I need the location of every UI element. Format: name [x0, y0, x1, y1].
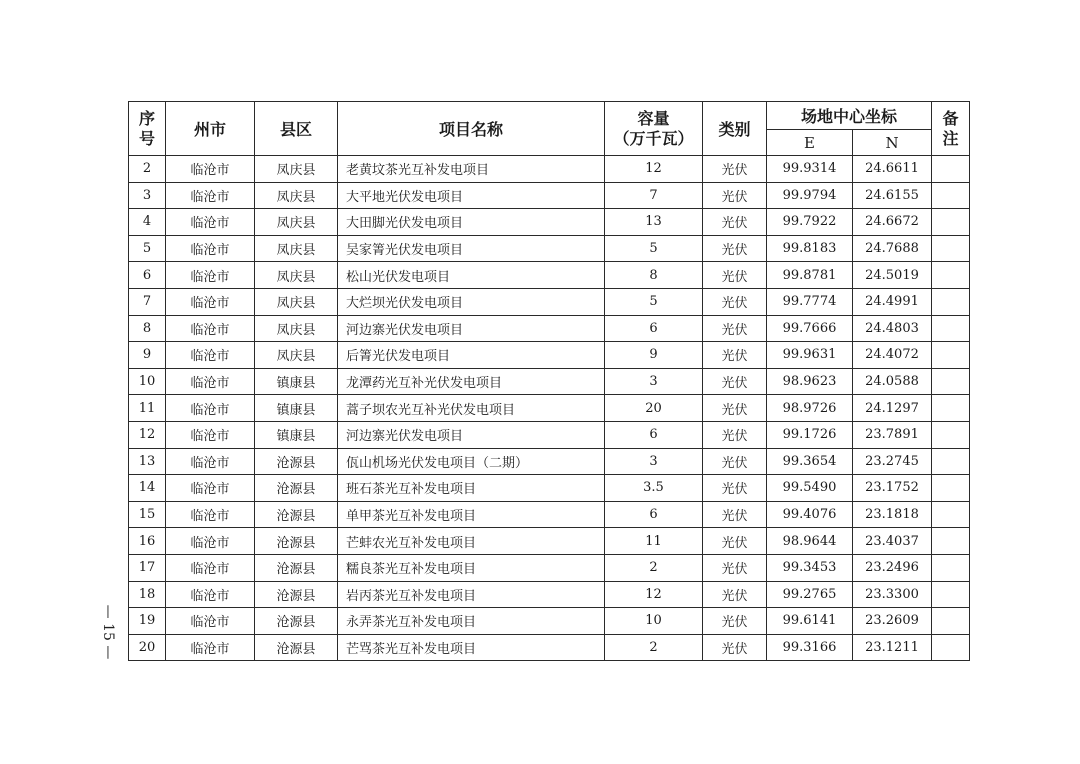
cell-n: 24.6611 — [853, 156, 932, 183]
cell-n: 24.7688 — [853, 235, 932, 262]
cell-n: 24.4803 — [853, 315, 932, 342]
cell-prefecture: 临沧市 — [166, 209, 255, 236]
cell-project: 芒蚌农光互补发电项目 — [338, 528, 605, 555]
header-latitude-n: N — [853, 130, 932, 156]
header-county: 县区 — [255, 102, 338, 156]
cell-capacity: 2 — [605, 554, 703, 581]
cell-capacity: 7 — [605, 182, 703, 209]
table-row — [129, 608, 970, 635]
cell-county: 沧源县 — [255, 554, 338, 581]
cell-n: 24.0588 — [853, 368, 932, 395]
cell-project: 河边寨光伏发电项目 — [338, 315, 605, 342]
cell-e: 99.8781 — [767, 262, 853, 289]
header-category: 类别 — [703, 102, 767, 156]
cell-e: 99.7666 — [767, 315, 853, 342]
cell-e: 99.6141 — [767, 608, 853, 635]
header-prefecture: 州市 — [166, 102, 255, 156]
cell-prefecture: 临沧市 — [166, 156, 255, 183]
cell-prefecture: 临沧市 — [166, 288, 255, 315]
cell-remark — [932, 501, 970, 528]
cell-seq: 20 — [129, 634, 166, 661]
cell-seq: 12 — [129, 421, 166, 448]
cell-county: 沧源县 — [255, 528, 338, 555]
project-table — [128, 101, 970, 661]
cell-capacity: 3 — [605, 448, 703, 475]
cell-n: 23.2496 — [853, 554, 932, 581]
cell-prefecture: 临沧市 — [166, 262, 255, 289]
cell-n: 23.1752 — [853, 475, 932, 502]
cell-county: 沧源县 — [255, 634, 338, 661]
cell-seq: 14 — [129, 475, 166, 502]
cell-prefecture: 临沧市 — [166, 475, 255, 502]
cell-project: 大烂坝光伏发电项目 — [338, 288, 605, 315]
cell-project: 芒骂茶光互补发电项目 — [338, 634, 605, 661]
table-row — [129, 475, 970, 502]
cell-seq: 13 — [129, 448, 166, 475]
cell-capacity: 10 — [605, 608, 703, 635]
page-number — [97, 596, 119, 668]
cell-remark — [932, 368, 970, 395]
cell-remark — [932, 235, 970, 262]
table-row — [129, 315, 970, 342]
cell-project: 永弄茶光互补发电项目 — [338, 608, 605, 635]
table-row — [129, 448, 970, 475]
table-row — [129, 209, 970, 236]
cell-county: 沧源县 — [255, 448, 338, 475]
cell-category: 光伏 — [703, 262, 767, 289]
cell-capacity: 11 — [605, 528, 703, 555]
cell-capacity: 12 — [605, 581, 703, 608]
cell-seq: 9 — [129, 342, 166, 369]
cell-n: 24.1297 — [853, 395, 932, 422]
cell-county: 凤庆县 — [255, 209, 338, 236]
cell-e: 99.3166 — [767, 634, 853, 661]
cell-category: 光伏 — [703, 315, 767, 342]
cell-prefecture: 临沧市 — [166, 608, 255, 635]
cell-seq: 11 — [129, 395, 166, 422]
cell-e: 99.7922 — [767, 209, 853, 236]
cell-e: 99.9794 — [767, 182, 853, 209]
cell-remark — [932, 634, 970, 661]
cell-remark — [932, 315, 970, 342]
cell-capacity: 9 — [605, 342, 703, 369]
cell-capacity: 13 — [605, 209, 703, 236]
cell-prefecture: 临沧市 — [166, 368, 255, 395]
cell-capacity: 5 — [605, 288, 703, 315]
table-row — [129, 262, 970, 289]
cell-county: 镇康县 — [255, 395, 338, 422]
cell-category: 光伏 — [703, 528, 767, 555]
cell-county: 凤庆县 — [255, 315, 338, 342]
cell-e: 99.3654 — [767, 448, 853, 475]
cell-county: 沧源县 — [255, 475, 338, 502]
table-row — [129, 421, 970, 448]
cell-seq: 19 — [129, 608, 166, 635]
cell-remark — [932, 156, 970, 183]
cell-prefecture: 临沧市 — [166, 315, 255, 342]
cell-remark — [932, 342, 970, 369]
cell-seq: 8 — [129, 315, 166, 342]
cell-e: 99.1726 — [767, 421, 853, 448]
header-longitude-e: E — [767, 130, 853, 156]
cell-capacity: 6 — [605, 315, 703, 342]
cell-project: 糯良茶光互补发电项目 — [338, 554, 605, 581]
cell-remark — [932, 421, 970, 448]
cell-prefecture: 临沧市 — [166, 395, 255, 422]
cell-n: 24.4991 — [853, 288, 932, 315]
cell-category: 光伏 — [703, 368, 767, 395]
cell-project: 佤山机场光伏发电项目（二期） — [338, 448, 605, 475]
cell-county: 沧源县 — [255, 501, 338, 528]
header-coordinates: 场地中心坐标 — [767, 102, 932, 130]
cell-capacity: 3 — [605, 368, 703, 395]
cell-remark — [932, 182, 970, 209]
header-remark: 备 注 — [932, 102, 970, 156]
cell-prefecture: 临沧市 — [166, 634, 255, 661]
cell-e: 98.9623 — [767, 368, 853, 395]
cell-county: 凤庆县 — [255, 262, 338, 289]
cell-project: 吴家箐光伏发电项目 — [338, 235, 605, 262]
cell-remark — [932, 608, 970, 635]
cell-e: 98.9644 — [767, 528, 853, 555]
cell-county: 凤庆县 — [255, 182, 338, 209]
cell-category: 光伏 — [703, 288, 767, 315]
cell-e: 99.4076 — [767, 501, 853, 528]
cell-e: 99.8183 — [767, 235, 853, 262]
cell-capacity: 12 — [605, 156, 703, 183]
cell-prefecture: 临沧市 — [166, 501, 255, 528]
cell-category: 光伏 — [703, 634, 767, 661]
cell-category: 光伏 — [703, 554, 767, 581]
cell-county: 沧源县 — [255, 608, 338, 635]
table-row — [129, 288, 970, 315]
cell-category: 光伏 — [703, 475, 767, 502]
cell-n: 23.7891 — [853, 421, 932, 448]
header-seq: 序 号 — [129, 102, 166, 156]
cell-project: 大田脚光伏发电项目 — [338, 209, 605, 236]
cell-e: 99.7774 — [767, 288, 853, 315]
cell-category: 光伏 — [703, 182, 767, 209]
cell-seq: 18 — [129, 581, 166, 608]
table-row — [129, 581, 970, 608]
cell-project: 老黄坟茶光互补发电项目 — [338, 156, 605, 183]
cell-n: 23.4037 — [853, 528, 932, 555]
cell-e: 99.5490 — [767, 475, 853, 502]
cell-prefecture: 临沧市 — [166, 448, 255, 475]
cell-remark — [932, 475, 970, 502]
cell-prefecture: 临沧市 — [166, 554, 255, 581]
cell-remark — [932, 262, 970, 289]
cell-county: 凤庆县 — [255, 342, 338, 369]
cell-remark — [932, 528, 970, 555]
cell-category: 光伏 — [703, 581, 767, 608]
cell-project: 班石茶光互补发电项目 — [338, 475, 605, 502]
cell-e: 99.2765 — [767, 581, 853, 608]
table-row — [129, 182, 970, 209]
cell-category: 光伏 — [703, 501, 767, 528]
cell-remark — [932, 448, 970, 475]
cell-n: 23.2609 — [853, 608, 932, 635]
table-row — [129, 554, 970, 581]
cell-project: 岩丙茶光互补发电项目 — [338, 581, 605, 608]
cell-prefecture: 临沧市 — [166, 342, 255, 369]
table-row — [129, 634, 970, 661]
cell-project: 龙潭药光互补光伏发电项目 — [338, 368, 605, 395]
cell-category: 光伏 — [703, 235, 767, 262]
page-number-text: — 15 — — [100, 604, 116, 660]
cell-project: 河边寨光伏发电项目 — [338, 421, 605, 448]
cell-e: 98.9726 — [767, 395, 853, 422]
cell-n: 23.1211 — [853, 634, 932, 661]
table-row — [129, 528, 970, 555]
cell-remark — [932, 554, 970, 581]
cell-prefecture: 临沧市 — [166, 581, 255, 608]
cell-category: 光伏 — [703, 448, 767, 475]
cell-capacity: 20 — [605, 395, 703, 422]
cell-county: 镇康县 — [255, 368, 338, 395]
cell-remark — [932, 395, 970, 422]
cell-e: 99.9631 — [767, 342, 853, 369]
cell-seq: 7 — [129, 288, 166, 315]
cell-seq: 5 — [129, 235, 166, 262]
cell-n: 23.2745 — [853, 448, 932, 475]
cell-capacity: 6 — [605, 501, 703, 528]
cell-category: 光伏 — [703, 342, 767, 369]
cell-project: 松山光伏发电项目 — [338, 262, 605, 289]
cell-n: 24.6672 — [853, 209, 932, 236]
cell-n: 23.1818 — [853, 501, 932, 528]
table-row — [129, 501, 970, 528]
cell-county: 沧源县 — [255, 581, 338, 608]
cell-seq: 3 — [129, 182, 166, 209]
cell-remark — [932, 581, 970, 608]
cell-county: 镇康县 — [255, 421, 338, 448]
cell-project: 大平地光伏发电项目 — [338, 182, 605, 209]
cell-seq: 6 — [129, 262, 166, 289]
cell-seq: 17 — [129, 554, 166, 581]
cell-category: 光伏 — [703, 421, 767, 448]
table-body — [129, 156, 970, 661]
cell-seq: 15 — [129, 501, 166, 528]
cell-n: 24.5019 — [853, 262, 932, 289]
cell-project: 单甲茶光互补发电项目 — [338, 501, 605, 528]
cell-n: 23.3300 — [853, 581, 932, 608]
cell-capacity: 8 — [605, 262, 703, 289]
cell-capacity: 5 — [605, 235, 703, 262]
cell-seq: 2 — [129, 156, 166, 183]
cell-category: 光伏 — [703, 156, 767, 183]
cell-e: 99.9314 — [767, 156, 853, 183]
cell-e: 99.3453 — [767, 554, 853, 581]
cell-county: 凤庆县 — [255, 288, 338, 315]
table-row — [129, 235, 970, 262]
table-row — [129, 156, 970, 183]
cell-seq: 16 — [129, 528, 166, 555]
cell-seq: 10 — [129, 368, 166, 395]
table-row — [129, 395, 970, 422]
cell-county: 凤庆县 — [255, 156, 338, 183]
cell-capacity: 2 — [605, 634, 703, 661]
cell-prefecture: 临沧市 — [166, 235, 255, 262]
cell-prefecture: 临沧市 — [166, 528, 255, 555]
table-row — [129, 368, 970, 395]
cell-county: 凤庆县 — [255, 235, 338, 262]
cell-category: 光伏 — [703, 209, 767, 236]
table-row — [129, 342, 970, 369]
cell-remark — [932, 209, 970, 236]
cell-seq: 4 — [129, 209, 166, 236]
cell-prefecture: 临沧市 — [166, 421, 255, 448]
cell-n: 24.4072 — [853, 342, 932, 369]
cell-project: 后箐光伏发电项目 — [338, 342, 605, 369]
cell-n: 24.6155 — [853, 182, 932, 209]
header-project-name: 项目名称 — [338, 102, 605, 156]
cell-remark — [932, 288, 970, 315]
cell-capacity: 3.5 — [605, 475, 703, 502]
cell-prefecture: 临沧市 — [166, 182, 255, 209]
cell-category: 光伏 — [703, 395, 767, 422]
header-capacity: 容量 （万千瓦） — [605, 102, 703, 156]
cell-category: 光伏 — [703, 608, 767, 635]
cell-capacity: 6 — [605, 421, 703, 448]
cell-project: 蒿子坝农光互补光伏发电项目 — [338, 395, 605, 422]
